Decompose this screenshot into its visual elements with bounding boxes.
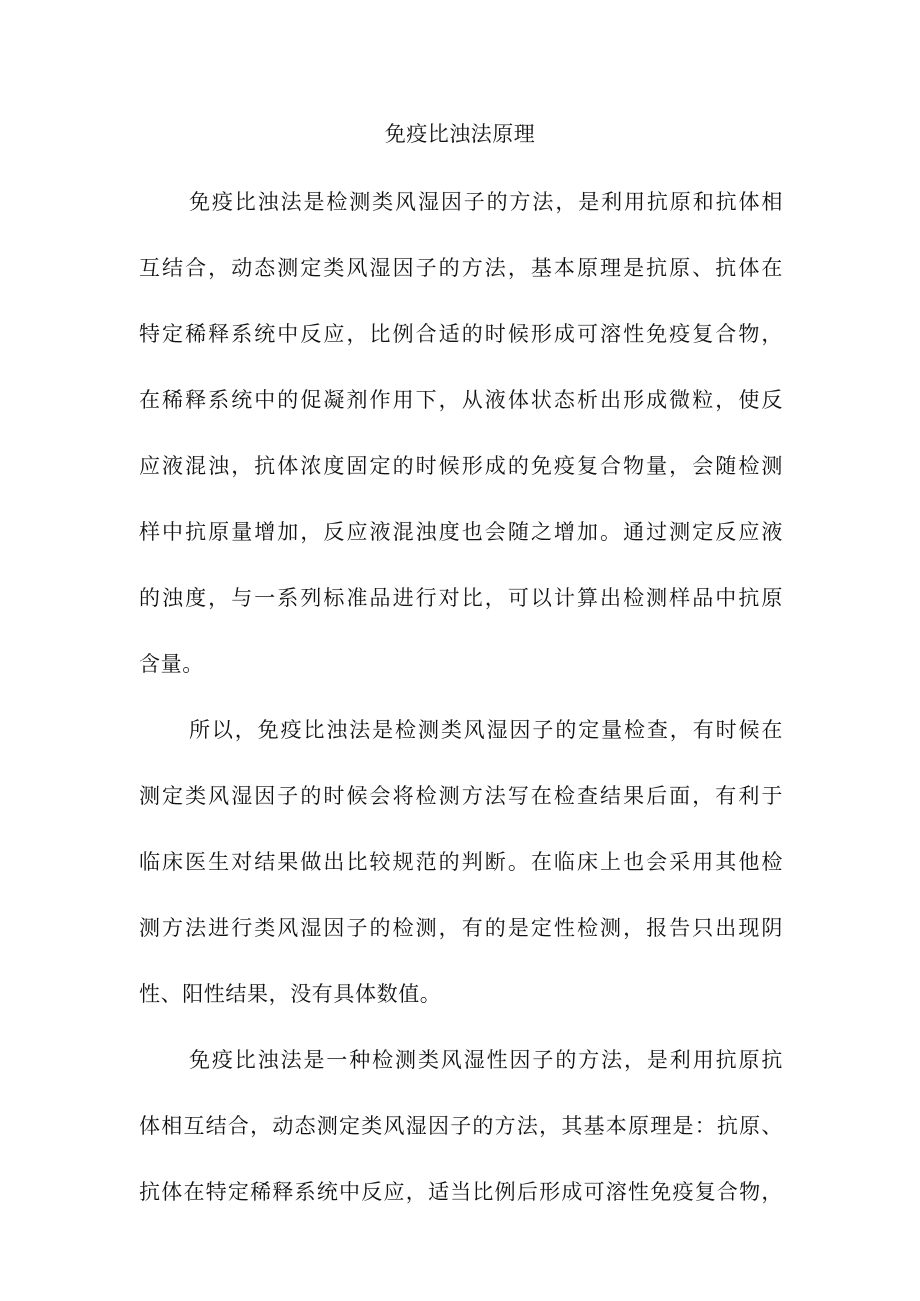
paragraph-1: [139, 180, 783, 686]
paragraph-line: 临床医生对结果做出比较规范的判断。在临床上也会采用其他检: [139, 850, 783, 874]
paragraph-line: 性、阳性结果，没有具体数值。: [139, 982, 442, 1006]
paragraph-line: 抗体在特定稀释系统中反应，适当比例后形成可溶性免疫复合物，: [139, 1180, 783, 1204]
paragraph-line: 所以，免疫比浊法是检测类风湿因子的定量检查，有时候在: [189, 718, 783, 742]
paragraph-line: 的浊度，与一系列标准品进行对比，可以计算出检测样品中抗原: [139, 586, 783, 610]
paragraph-line: 互结合，动态测定类风湿因子的方法，基本原理是抗原、抗体在: [139, 256, 783, 280]
paragraph-line: 体相互结合，动态测定类风湿因子的方法，其基本原理是：抗原、: [139, 1114, 783, 1138]
paragraph-line: 含量。: [139, 652, 204, 676]
paragraph-line: 免疫比浊法是一种检测类风湿性因子的方法，是利用抗原抗: [189, 1048, 783, 1072]
document-title: 免疫比浊法原理: [384, 122, 536, 146]
paragraph-line: 测定类风湿因子的时候会将检测方法写在检查结果后面，有利于: [139, 784, 783, 808]
paragraph-3: [139, 1038, 783, 1214]
paragraph-2: [139, 708, 783, 1016]
paragraph-line: 特定稀释系统中反应，比例合适的时候形成可溶性免疫复合物，: [139, 322, 783, 346]
paragraph-line: 应液混浊，抗体浓度固定的时候形成的免疫复合物量，会随检测: [139, 454, 783, 478]
paragraph-line: 在稀释系统中的促凝剂作用下，从液体状态析出形成微粒，使反: [139, 388, 783, 412]
paragraph-line: 测方法进行类风湿因子的检测，有的是定性检测，报告只出现阴: [139, 916, 783, 940]
paragraph-line: 免疫比浊法是检测类风湿因子的方法，是利用抗原和抗体相: [189, 190, 783, 214]
document-body: [139, 180, 783, 1236]
paragraph-line: 样中抗原量增加，反应液混浊度也会随之增加。通过测定反应液: [139, 520, 783, 544]
